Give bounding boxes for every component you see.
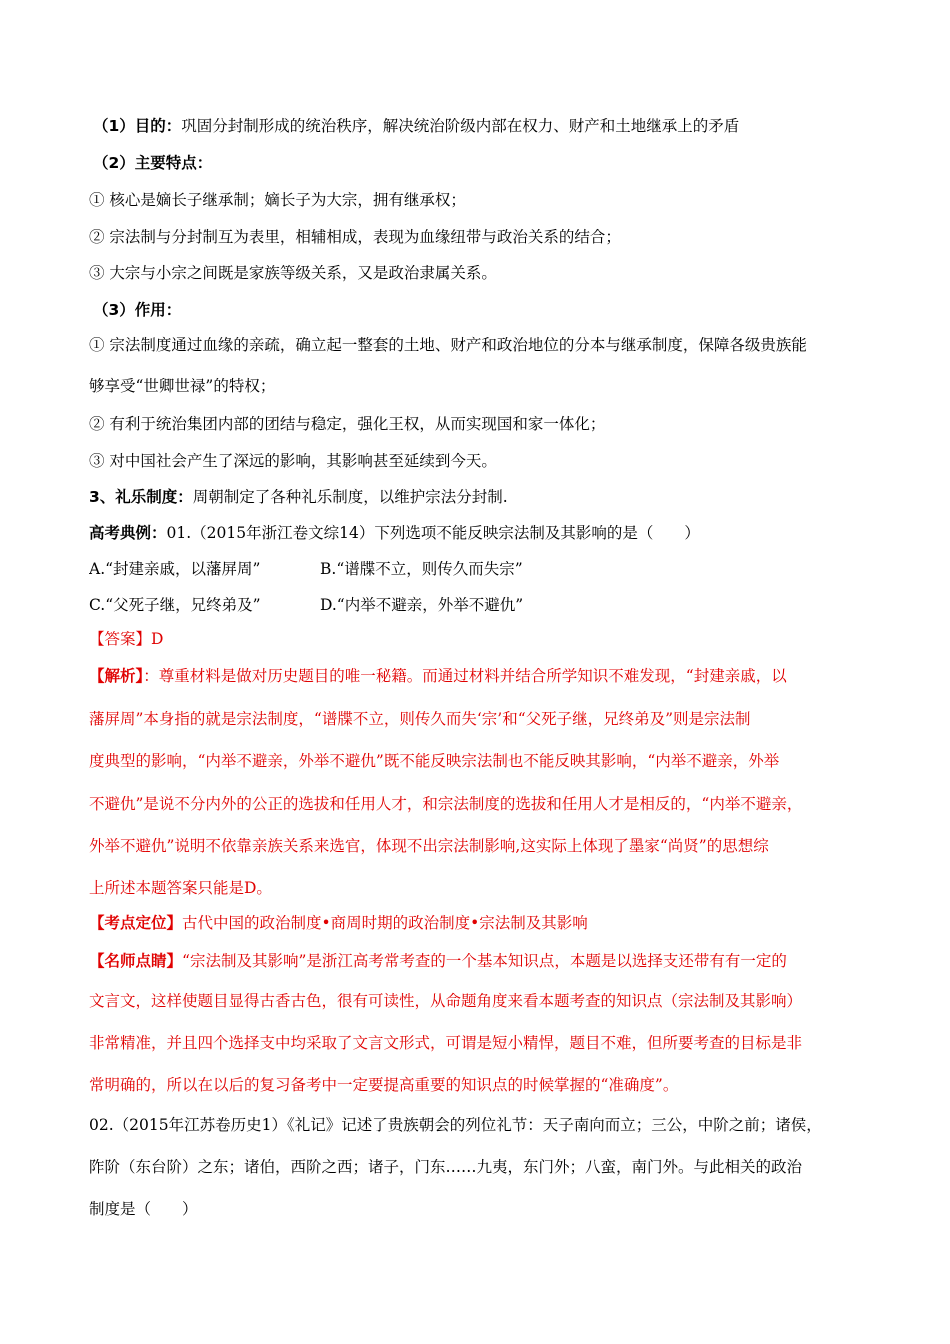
option-a: A.“封建亲戚，以藩屏周” (89, 560, 261, 578)
analysis-line-1 (89, 658, 879, 694)
analysis-line-2: 藩屏周”本身指的就是宗法制度，“谱牒不立，则传久而失‘宗’和“父死子继，兄终弟及”则是宗法制 (89, 710, 751, 728)
mingshi-line-4: 常明确的，所以在以后的复习备考中一定要提高重要的知识点的时候掌握的“准确度”。 (89, 1076, 679, 1094)
answer-value: D (151, 630, 164, 648)
effect-item-1-line-2: 够享受“世卿世禄”的特权； (89, 377, 276, 395)
analysis-label: 【解析】 (89, 666, 144, 685)
effect-item-1-line-1: ① 宗法制度通过血缘的亲疏，确立起一整套的土地、财产和政治地位的分本与继承制度，保障各级贵族能 (89, 336, 807, 354)
analysis-line-6: 上所述本题答案只能是D。 (89, 879, 272, 897)
mingshi-label: 【名师点睛】 (89, 951, 183, 970)
feature-item-3: ③ 大宗与小宗之间既是家族等级关系，又是政治隶属关系。 (89, 264, 497, 282)
rites-line (89, 479, 879, 515)
option-d: D.“内举不避亲，外举不避仇” (320, 596, 524, 614)
mingshi-line-2: 文言文，这样使题目显得古香古色，很有可读性，从命题角度来看本题考查的知识点（宗法制及其影响） (89, 992, 803, 1010)
purpose-line (93, 108, 883, 144)
effects-heading: （3）作用： (93, 301, 182, 319)
question-1-stem: 01.（2015年浙江卷文综14）下列选项不能反映宗法制及其影响的是（ ） (166, 524, 700, 542)
mingshi-line-1 (89, 943, 879, 979)
question-2-line-1: 02.（2015年江苏卷历史1）《礼记》记述了贵族朝会的列位礼节：天子南向而立；三公，中阶之前；诸侯， (89, 1116, 822, 1134)
rites-label: 3、礼乐制度： (89, 488, 193, 506)
answer-line (89, 621, 879, 657)
effect-item-3: ③ 对中国社会产生了深远的影响，其影响甚至延续到今天。 (89, 452, 497, 470)
analysis-text-1: ：尊重材料是做对历史题目的唯一秘籍。而通过材料并结合所学知识不难发现，“封建亲戚，以 (143, 667, 787, 685)
purpose-text: 巩固分封制形成的统治秩序，解决统治阶级内部在权力、财产和土地继承上的矛盾 (181, 117, 740, 135)
exam-example-label: 高考典例： (89, 524, 167, 542)
rites-text: 周朝制定了各种礼乐制度，以维护宗法分封制. (192, 488, 508, 506)
mingshi-line-3: 非常精准，并且四个选择支中均采取了文言文形式，可谓是短小精悍，题目不难，但所要考查的目标是非 (89, 1034, 803, 1052)
option-c: C.“父死子继，兄终弟及” (89, 596, 261, 614)
analysis-line-3: 度典型的影响，“内举不避亲，外举不避仇”既不能反映宗法制也不能反映其影响，“内举不避亲，外举 (89, 752, 780, 770)
feature-item-1: ① 核心是嫡长子继承制；嫡长子为大宗，拥有继承权； (89, 191, 466, 209)
analysis-line-5: 外举不避仇”说明不依靠亲族关系来选官，体现不出宗法制影响,这实际上体现了墨家“尚贤”的思想综 (89, 837, 769, 855)
kaodian-text: 古代中国的政治制度•商周时期的政治制度•宗法制及其影响 (182, 914, 588, 932)
effect-item-2: ② 有利于统治集团内部的团结与稳定，强化王权，从而实现国和家一体化； (89, 415, 606, 433)
question-2-line-2: 阼阶（东台阶）之东；诸伯，西阶之西；诸子，门东……九夷，东门外；八蛮，南门外。与此相关的政治 (89, 1158, 803, 1176)
kaodian-label: 【考点定位】 (89, 913, 183, 932)
answer-label: 【答案】 (89, 630, 152, 648)
question-1-options-row-2 (89, 587, 879, 623)
mingshi-text-1: “宗法制及其影响”是浙江高考常考查的一个基本知识点，本题是以选择支还带有有一定的 (182, 952, 787, 970)
question-1-stem-line (89, 515, 879, 551)
kaodian-line (89, 905, 879, 941)
feature-item-2: ② 宗法制与分封制互为表里，相辅相成，表现为血缘纽带与政治关系的结合； (89, 228, 621, 246)
question-1-options-row-1 (89, 551, 879, 587)
purpose-label: （1）目的： (93, 117, 182, 135)
option-b: B.“谱牒不立，则传久而失宗” (320, 560, 523, 578)
analysis-line-4: 不避仇”是说不分内外的公正的选拔和任用人才，和宗法制度的选拔和任用人才是相反的，“内举不避亲， (89, 795, 803, 813)
question-2-line-3: 制度是（ ） (89, 1200, 198, 1218)
features-heading: （2）主要特点： (93, 154, 213, 172)
